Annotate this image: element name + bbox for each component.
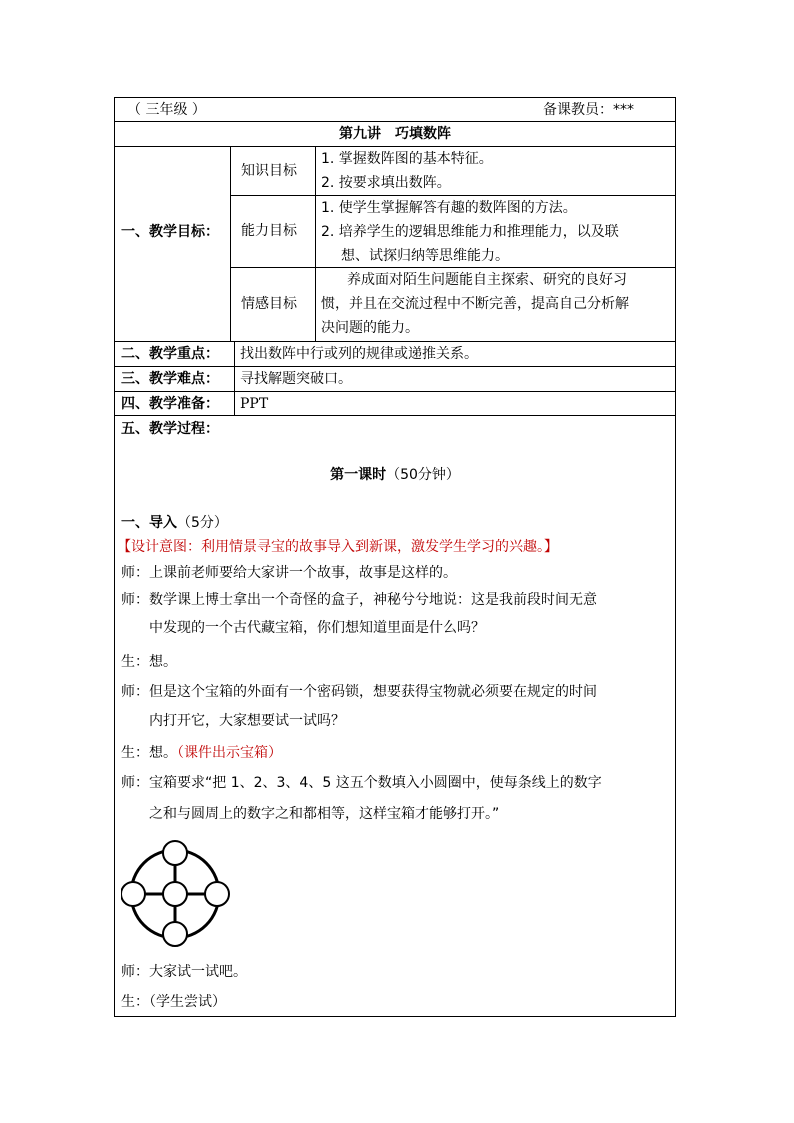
- ability-goal-item: 2. 培养学生的逻辑思维能力和推理能力，以及联: [321, 224, 619, 240]
- row-divider: [115, 121, 675, 122]
- blank-circle-right: [205, 882, 229, 906]
- column-divider: [234, 341, 235, 415]
- design-intent-text: 【设计意图：利用情景寻宝的故事导入到新课，激发学生学习的兴趣。】: [117, 539, 558, 555]
- dialogue-line: [121, 744, 282, 762]
- preparation-label: 四、教学准备：: [121, 396, 219, 412]
- session-title: [115, 466, 675, 484]
- difficulty-value: 寻找解题突破口。: [240, 371, 352, 387]
- row-divider: [115, 146, 675, 147]
- knowledge-goal-item: 2. 按要求填出数阵。: [321, 175, 451, 191]
- design-intent: [117, 538, 558, 556]
- row-divider: [115, 415, 675, 416]
- dialogue-line: 师：大家试一试吧。: [121, 964, 247, 980]
- lesson-plan-table: [114, 97, 676, 1017]
- ability-goal-label: 能力目标: [241, 223, 297, 239]
- row-divider: [230, 195, 675, 196]
- column-divider: [230, 146, 231, 341]
- row-divider: [115, 391, 675, 392]
- student-reply: 生：想。: [121, 745, 177, 761]
- emotion-goal-label: 情感目标: [241, 296, 297, 312]
- dialogue-line: 之和与圆周上的数字之和都相等，这样宝箱才能够打开。”: [149, 806, 500, 822]
- dialogue-line: 师：但是这个宝箱的外面有一个密码锁，想要获得宝物就必须要在规定的时间: [121, 684, 597, 700]
- key-point-value: 找出数阵中行或列的规律或递推关系。: [240, 346, 478, 362]
- emotion-goal-line: 惯，并且在交流过程中不断完善，提高自己分析解: [321, 296, 629, 312]
- dialogue-line: 生：想。: [121, 654, 177, 670]
- courseware-note: （课件出示宝箱）: [177, 745, 282, 761]
- dialogue-line: 生：（学生尝试）: [121, 994, 226, 1010]
- dialogue-line: 师：上课前老师要给大家讲一个故事，故事是这样的。: [121, 565, 457, 581]
- blank-circle-bottom: [163, 922, 187, 946]
- knowledge-goal-item: 1. 掌握数阵图的基本特征。: [321, 151, 493, 167]
- number-array-diagram: [121, 838, 231, 950]
- ability-goal-item: 想、试探归纳等思维能力。: [341, 248, 509, 264]
- lesson-title: 第九讲 巧填数阵: [339, 126, 451, 142]
- blank-circle-top: [163, 841, 187, 865]
- session-title-bold: 第一课时: [330, 467, 387, 483]
- intro-heading-bold: 一、导入: [121, 515, 177, 531]
- emotion-goal-line: 决问题的能力。: [321, 320, 419, 336]
- grade-label: （ 三年级 ）: [127, 102, 206, 118]
- row-divider: [115, 341, 675, 342]
- difficulty-label: 三、教学难点：: [121, 371, 219, 387]
- blank-circle-left: [121, 882, 145, 906]
- process-label: 五、教学过程：: [121, 421, 219, 437]
- ability-goal-item: 1. 使学生掌握解答有趣的数阵图的方法。: [321, 200, 577, 216]
- teacher-label: 备课教员：***: [543, 102, 634, 118]
- session-title-rest: （50分钟）: [386, 467, 460, 483]
- objectives-label: 一、教学目标：: [121, 224, 219, 240]
- dialogue-line: 内打开它，大家想要试一试吗？: [149, 713, 345, 729]
- knowledge-goal-label: 知识目标: [241, 163, 297, 179]
- row-divider: [115, 366, 675, 367]
- dialogue-line: 师：数学课上博士拿出一个奇怪的盒子，神秘兮兮地说：这是我前段时间无意: [121, 592, 597, 608]
- blank-circle-center: [163, 882, 187, 906]
- column-divider: [315, 146, 316, 341]
- row-divider: [230, 267, 675, 268]
- preparation-value: PPT: [240, 396, 269, 412]
- key-point-label: 二、教学重点：: [121, 346, 219, 362]
- dialogue-line: 师：宝箱要求“把 1、2、3、4、5 这五个数填入小圆圈中，使每条线上的数字: [121, 775, 602, 791]
- intro-heading-rest: （5分）: [177, 515, 228, 531]
- dialogue-line: 中发现的一个古代藏宝箱，你们想知道里面是什么吗？: [149, 620, 485, 636]
- emotion-goal-line: 养成面对陌生问题能自主探索、研究的良好习: [347, 272, 627, 288]
- intro-heading: [121, 514, 228, 532]
